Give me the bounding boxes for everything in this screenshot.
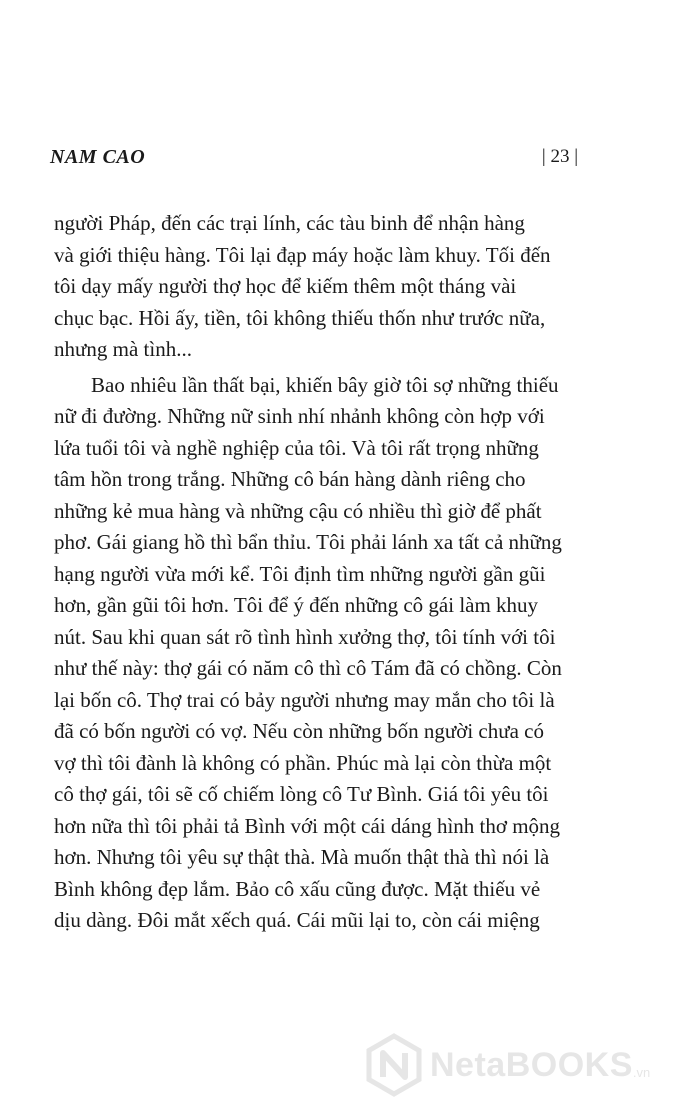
text-line: vợ thì tôi đành là không có phần. Phúc mà lại còn thừa một: [54, 750, 552, 775]
text-line: hơn, gần gũi tôi hơn. Tôi để ý đến những cô gái làm khuy: [54, 593, 539, 617]
text-line: những kẻ mua hàng và những cậu có nhiều thì giờ để phất: [54, 498, 542, 523]
text-line: người Pháp, đến các trại lính, các tàu binh để nhận hàng: [54, 211, 525, 235]
text-line: Bao nhiêu lần thất bại, khiến bây giờ tôi sợ những thiếu: [91, 372, 559, 397]
watermark-brand: NetaBOOKS: [430, 1045, 633, 1084]
text-line: như thế này: thợ gái có năm cô thì cô Tám đã có chồng. Còn: [54, 656, 562, 680]
text-line: cô thợ gái, tôi sẽ cố chiếm lòng cô Tư Bình. Giá tôi yêu tôi: [54, 782, 549, 806]
text-line: Bình không đẹp lắm. Bảo cô xấu cũng được. Mặt thiếu vẻ: [54, 876, 541, 901]
text-line: tôi dạy mấy người thợ học để kiếm thêm một tháng vài: [54, 274, 517, 298]
text-line: dịu dàng. Đôi mắt xếch quá. Cái mũi lại to, còn cái miệng: [54, 908, 540, 932]
text-line: nhưng mà tình...: [54, 337, 192, 361]
text-line: và giới thiệu hàng. Tôi lại đạp máy hoặc làm khuy. Tối đến: [54, 242, 551, 267]
body-text: [54, 208, 586, 937]
text-line: nút. Sau khi quan sát rõ tình hình xưởng thợ, tôi tính với tôi: [54, 624, 556, 649]
text-line: hơn. Nhưng tôi yêu sự thật thà. Mà muốn thật thà thì nói là: [54, 845, 550, 869]
text-line: chục bạc. Hồi ấy, tiền, tôi không thiếu thốn như trước nữa,: [54, 305, 546, 330]
text-line: lứa tuổi tôi và nghề nghiệp của tôi. Và tôi rất trọng những: [54, 435, 539, 460]
netabooks-logo-icon: [362, 1033, 426, 1097]
text-line: tâm hồn trong trắng. Những cô bán hàng dành riêng cho: [54, 467, 526, 491]
text-line: đã có bốn người có vợ. Nếu còn những bốn người chưa có: [54, 719, 544, 743]
watermark-tld: .vn: [632, 1064, 651, 1080]
page-header: [50, 146, 578, 178]
text-line: hơn nữa thì tôi phải tả Bình với một cái dáng hình thơ mộng: [54, 813, 561, 838]
page-number: | 23 |: [541, 146, 578, 167]
text-line: nữ đi đường. Những nữ sinh nhí nhảnh không còn hợp với: [54, 404, 545, 428]
text-line: lại bốn cô. Thợ trai có bảy người nhưng may mắn cho tôi là: [54, 687, 555, 712]
text-line: hạng người vừa mới kể. Tôi định tìm những người gần gũi: [54, 561, 546, 586]
watermark: [362, 1030, 682, 1100]
running-head-author: NAM CAO: [50, 146, 146, 168]
text-line: phơ. Gái giang hồ thì bẩn thỉu. Tôi phải lánh xa tất cả những: [54, 530, 562, 554]
